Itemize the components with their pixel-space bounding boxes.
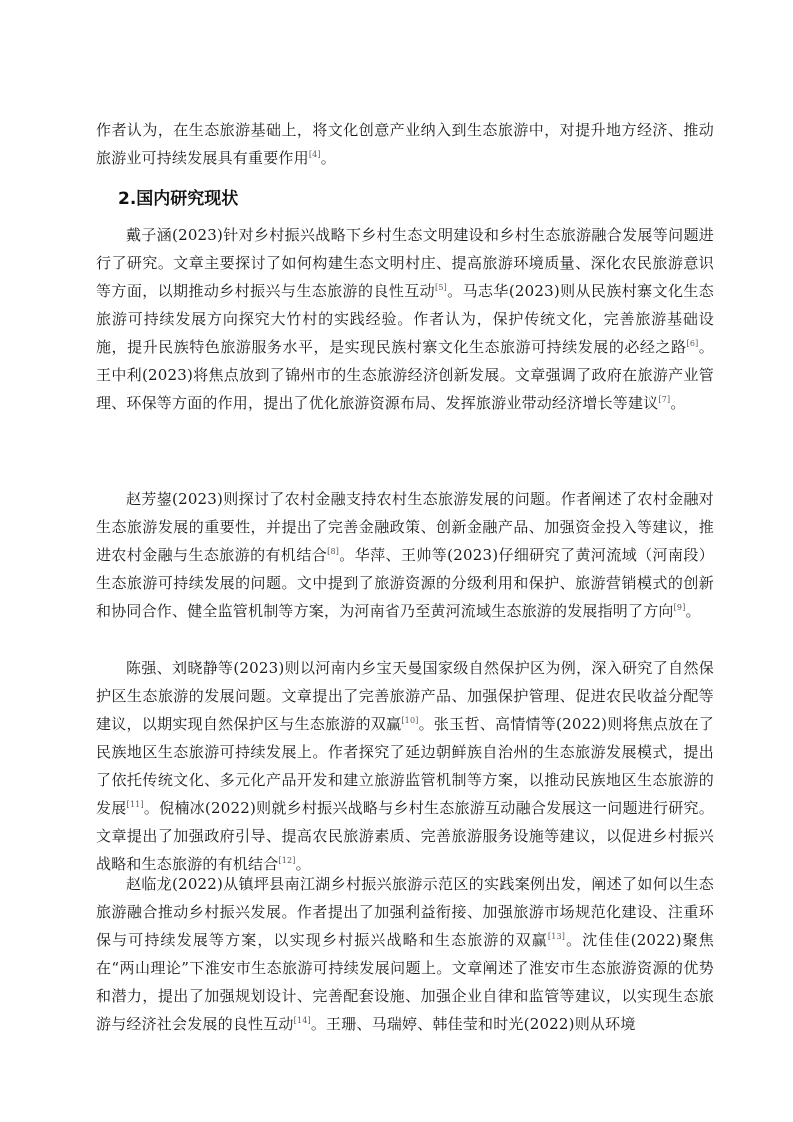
paragraph-text: 。 [295,855,311,873]
citation-marker: [12] [278,856,296,865]
paragraph-1 [96,221,714,417]
paragraph-text: 。马志华(2023)则从民族村寨文化生态旅游可持续发展方向探究大竹村的实践经验。作者认为，保护传统文化，完善旅游基础设施，提升民族特色旅游服务水平，是实现民族村寨文化生态旅游可持续发展的必经之路 [96,282,714,356]
paragraph-text: 陈强、刘晓静等(2023)则以河南内乡宝天曼国家级自然保护区为例，深入研究了自然保护区生态旅游的发展问题。文章提出了完善旅游产品、加强保护管理、促进农民收益分配等建议，以期实现自然保护区与生态旅游的双赢 [96,659,714,733]
paragraph-text: 赵临龙(2022)从镇坪县南江湖乡村振兴旅游示范区的实践案例出发，阐述了如何以生态旅游融合推动乡村振兴发展。作者提出了加强利益衔接、加强旅游市场规范化建设、注重环保与可持续发展等方案，以实现乡村振兴战略和生态旅游的双赢 [96,875,714,949]
paragraph-4 [96,870,714,1038]
paragraph-text: 作者认为，在生态旅游基础上，将文化创意产业纳入到生态旅游中，对提升地方经济、推动旅游业可持续发展具有重要作用 [96,121,714,167]
paragraph-continued [96,116,714,172]
paragraph-text: 戴子涵(2023)针对乡村振兴战略下乡村生态文明建设和乡村生态旅游融合发展等问题进行了研究。文章主要探讨了如何构建生态文明村庄、提高旅游环境质量、深化农民旅游意识等方面，以期推动乡村振兴与生态旅游的良性互动 [96,226,714,300]
paragraph-text: 赵芳鋆(2023)则探讨了农村金融支持农村生态旅游发展的问题。作者阐述了农村金融对生态旅游发展的重要性，并提出了完善金融政策、创新金融产品、加强资金投入等建议，推进农村金融与生态旅游的有机结合 [96,490,714,564]
paragraph-text: 。倪楠冰(2022)则就乡村振兴战略与乡村生态旅游互动融合发展这一问题进行研究。文章提出了加强政府引导、提高农民旅游素质、完善旅游服务设施等建议，以促进乡村振兴战略和生态旅游的有机结合 [96,799,714,873]
paragraph-text: 。张玉哲、高情情等(2022)则将焦点放在了民族地区生态旅游可持续发展上。作者探究了延边朝鲜族自治州的生态旅游发展模式，提出了依托传统文化、多元化产品开发和建立旅游监管机制等方案，以推动民族地区生态旅游的发展 [96,715,714,817]
citation-marker: [6] [686,339,699,348]
citation-marker: [11] [126,800,144,809]
paragraph-3 [96,654,714,878]
paragraph-2 [96,485,714,625]
citation-marker: [9] [673,603,686,612]
citation-marker: [4] [308,150,321,159]
citation-marker: [8] [327,547,340,556]
paragraph-text: 。王珊、马瑞婷、韩佳莹和时光(2022)则从环境 [310,1015,636,1033]
paragraph-text: 。沈佳佳(2022)聚焦在“两山理论”下淮安市生态旅游可持续发展问题上。文章阐述了淮安市生态旅游资源的优势和潜力，提出了加强规划设计、完善配套设施、加强企业自律和监管等建议，以实现生态旅游与经济社会发展的良性互动 [96,931,714,1033]
citation-marker: [10] [401,716,419,725]
paragraph-text: 。 [670,394,686,412]
paragraph-text: 。王中利(2023)将焦点放到了锦州市的生态旅游经济创新发展。文章强调了政府在旅游产业管理、环保等方面的作用，提出了优化旅游资源布局、发挥旅游业带动经济增长等建议 [96,338,714,412]
section-heading: 2.国内研究现状 [118,189,239,209]
citation-marker: [13] [547,932,566,941]
paragraph-text: 。 [320,149,336,167]
citation-marker: [5] [435,283,447,292]
paragraph-text: 。华萍、王帅等(2023)仔细研究了黄河流域（河南段）生态旅游可持续发展的问题。文中提到了旅游资源的分级利用和保护、旅游营销模式的创新和协同合作、健全监管机制等方案，为河南省乃至黄河流域生态旅游的发展指明了方向 [96,546,714,620]
citation-marker: [7] [658,395,671,404]
citation-marker: [14] [293,1016,311,1025]
paragraph-text: 。 [685,602,701,620]
